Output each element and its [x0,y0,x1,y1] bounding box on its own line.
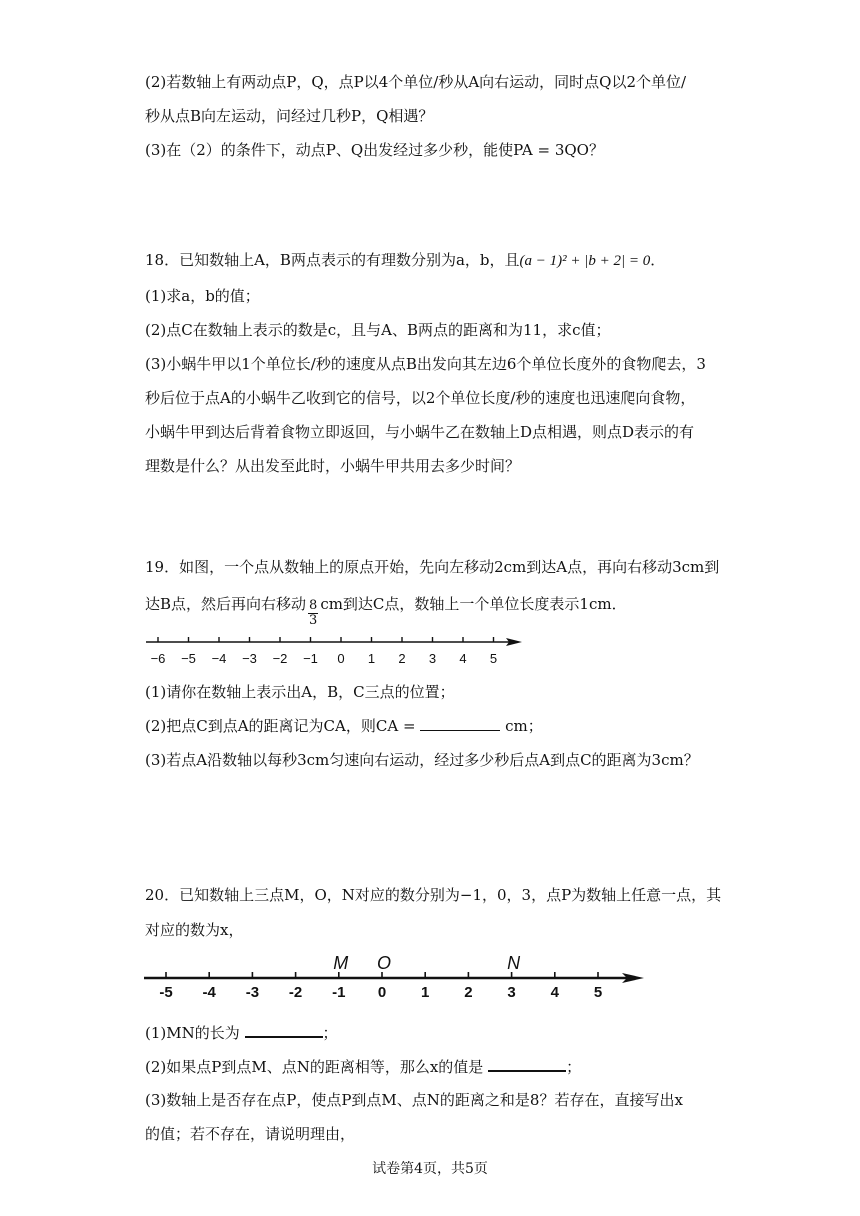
q18-part3-line3: 小蜗牛甲到达后背着食物立即返回，与小蜗牛乙在数轴上D点相遇，则点D表示的有 [145,423,695,441]
q20-part3-line2: 的值；若不存在，请说明理由， [145,1125,356,1143]
q19-part3: (3)若点A沿数轴以每秒3cm匀速向右运动，经过多少秒后点A到点C的距离为3cm？ [145,751,699,769]
axis-tick-label: -2 [288,984,303,1001]
q18-part2: (2)点C在数轴上表示的数是c，且与A、B两点的距离和为11，求c值； [145,321,611,339]
q20-part3-line1: (3)数轴上是否存在点P，使点P到点M、点N的距离之和是8？若存在，直接写出x [145,1091,683,1109]
q19-part1: (1)请你在数轴上表示出A，B，C三点的位置； [145,683,455,701]
axis-tick-label: -5 [159,984,173,1001]
answer-blank-ca[interactable] [420,716,500,731]
axis-tick-label: 5 [593,984,603,1001]
axis-tick-label: 2 [398,651,406,666]
q18-stem-text: 18．已知数轴上A，B两点表示的有理数分别为a，b，且 [145,251,520,269]
q20-part1-text: (1)MN的长为 [145,1024,240,1042]
q20-part1-end: ； [322,1024,338,1042]
q19-part2 [145,716,543,736]
number-line-q20 [142,952,652,1004]
axis-tick-label: 3 [428,651,437,666]
q20-part2-text: (2)如果点P到点M、点N的距离相等，那么x的值是 [145,1058,484,1076]
q19-part2-text: (2)把点C到点A的距离记为CA，则CA = [145,717,416,735]
q17-part2-line1: (2)若数轴上有两动点P，Q，点P以4个单位/秒从A向右运动，同时点Q以2个单位/ [145,73,687,91]
axis-tick-label: 0 [377,984,387,1001]
q18-part3-line2: 秒后位于点A的小蜗牛乙收到它的信号，以2个单位长度/秒的速度也迅速爬向食物， [145,389,696,407]
q19-stem-line2-text: 达B点，然后再向右移动 [145,595,307,613]
q19-stem-line2-text-end: cm到达C点，数轴上一个单位长度表示1cm． [320,595,627,613]
axis-tick-label: −6 [150,651,166,666]
q19-stem-line1: 19．如图，一个点从数轴上的原点开始，先向左移动2cm到达A点，再向右移动3cm到 [145,558,720,576]
axis-tick-label: 3 [507,984,516,1001]
q20-stem-line1: 20．已知数轴上三点M，O，N对应的数分别为−1，0，3，点P为数轴上任意一点，其 [145,886,722,904]
q20-part1 [145,1022,338,1043]
axis-tick-label: −5 [181,651,196,666]
axis-tick-label: 2 [464,984,473,1001]
axis-tick-label: 1 [367,651,376,666]
q19-part2-unit: cm； [505,717,543,735]
q17-part2-line2: 秒从点B向左运动，问经过几秒P，Q相遇？ [145,107,434,125]
axis-tick-label: −1 [303,651,318,666]
q18-part3-line1: (3)小蜗牛甲以1个单位长/秒的速度从点B出发向其左边6个单位长度外的食物爬去，3 [145,355,706,373]
answer-blank-mn[interactable] [245,1022,323,1038]
axis-tick-label: 4 [550,984,559,1001]
fraction-numerator: 8 [309,598,318,613]
point-label: N [507,953,521,973]
q20-stem-line2: 对应的数为x， [145,921,244,939]
axis-tick-label: 5 [489,651,498,666]
axis-tick-label: -4 [202,984,216,1001]
number-line-q19 [140,632,540,672]
axis-tick-label: -3 [245,984,260,1001]
q20-part2 [145,1056,581,1077]
fraction-denominator: 3 [309,613,318,628]
axis-tick-label: 1 [421,984,430,1001]
point-label: M [333,953,349,973]
axis-tick-label: −2 [272,651,288,666]
q18-stem-end: ． [650,251,666,269]
q18-equation: (a − 1)² + |b + 2| = 0 [519,253,651,269]
fraction-eight-thirds [308,599,318,628]
q18-part1: (1)求a，b的值； [145,287,260,305]
q20-part2-end: ； [566,1058,582,1076]
q18-part3-line4: 理数是什么？从出发至此时，小蜗牛甲共用去多少时间？ [145,457,521,475]
q19-stem-line2 [145,594,627,628]
point-label: O [376,953,392,973]
answer-blank-x[interactable] [488,1056,566,1072]
axis-tick-label: −4 [211,651,227,666]
q17-part3: (3)在（2）的条件下，动点P、Q出发经过多少秒，能使PA = 3QO？ [145,141,604,159]
q18-stem [145,250,665,271]
axis-tick-label: 4 [459,651,467,666]
axis-tick-label: -1 [332,984,346,1001]
axis-tick-label: −3 [242,651,257,666]
axis-tick-label: 0 [337,651,345,666]
page-footer: 试卷第4页，共5页 [372,1161,488,1177]
